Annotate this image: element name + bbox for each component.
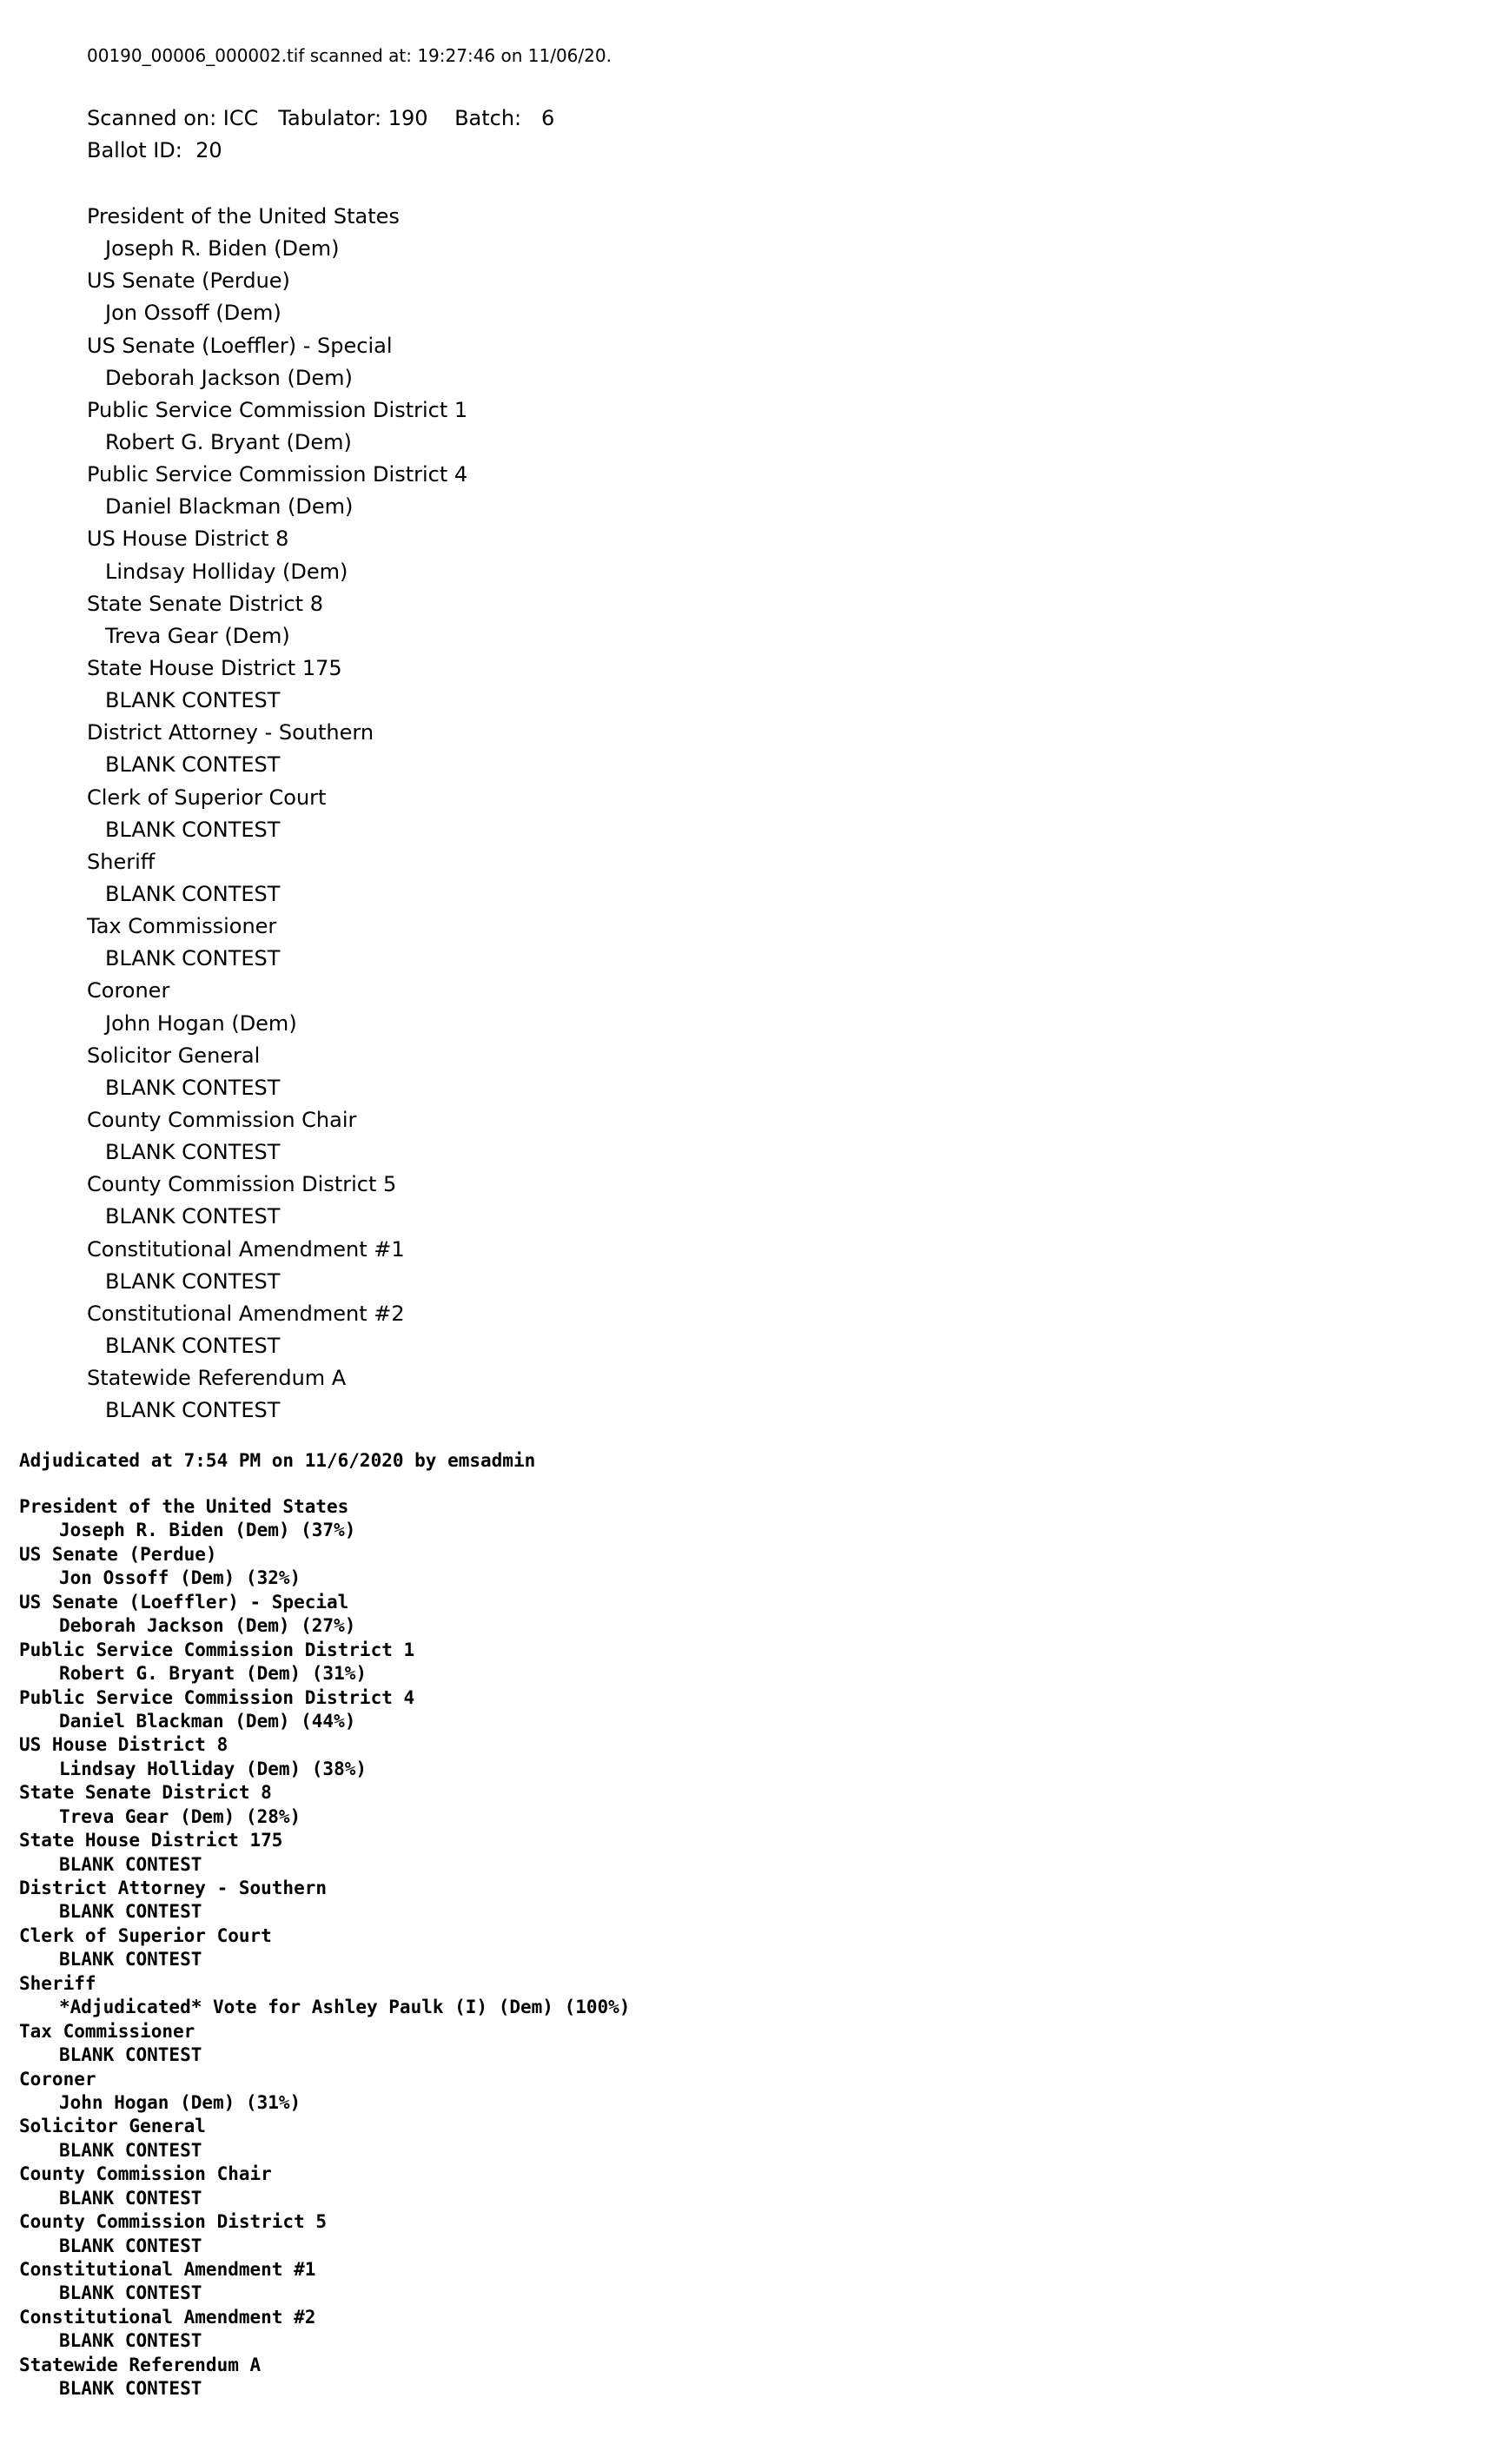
contest-name: US Senate (Loeffler) - Special: [87, 333, 393, 358]
contest-name: Clerk of Superior Court: [87, 785, 327, 810]
adjudication-section: [19, 1448, 630, 2401]
contest-name: Coroner: [19, 2068, 96, 2090]
contest-name: Sheriff: [87, 849, 156, 874]
adjudication-contest-list: [19, 1495, 630, 2401]
contest-name: Constitutional Amendment #1: [19, 2259, 316, 2280]
contest-name: State House District 175: [87, 655, 342, 680]
contest-name: State Senate District 8: [87, 591, 323, 616]
contest-choice: BLANK CONTEST: [105, 752, 281, 778]
contest-choice: BLANK CONTEST: [105, 1140, 281, 1165]
contest-choice: Robert G. Bryant (Dem): [105, 429, 352, 454]
contest-name: US House District 8: [19, 1734, 228, 1756]
contest-name: County Commission Chair: [87, 1107, 357, 1132]
contest-name: District Attorney - Southern: [19, 1878, 328, 1898]
contest-name: Statewide Referendum A: [19, 2354, 262, 2375]
contest-choice: BLANK CONTEST: [59, 2282, 202, 2304]
contest-choice: BLANK CONTEST: [105, 1204, 281, 1229]
contest-choice: BLANK CONTEST: [59, 1949, 202, 1971]
contest-choice: John Hogan (Dem) (31%): [59, 2091, 301, 2113]
contest-choice: BLANK CONTEST: [59, 2378, 202, 2400]
contest-choice: BLANK CONTEST: [105, 1333, 281, 1358]
contest-choice: Treva Gear (Dem) (28%): [59, 1805, 301, 1827]
contest-choice: BLANK CONTEST: [105, 946, 281, 971]
contest-choice: Jon Ossoff (Dem): [105, 301, 281, 326]
contest-choice: BLANK CONTEST: [59, 2330, 202, 2352]
contest-name: Sheriff: [19, 1972, 96, 1994]
contest-choice: BLANK CONTEST: [105, 1398, 281, 1423]
contest-choice: Joseph R. Biden (Dem) (37%): [59, 1520, 356, 1541]
contest-name: Statewide Referendum A: [87, 1366, 347, 1391]
contest-name: Constitutional Amendment #1: [87, 1236, 405, 1262]
scan-section: [87, 42, 612, 1427]
contest-name: US House District 8: [87, 527, 289, 552]
contest-choice: BLANK CONTEST: [105, 817, 281, 842]
contest-choice: *Adjudicated* Vote for Ashley Paulk (I) (Dem) (100%): [59, 1997, 631, 2018]
contest-choice: BLANK CONTEST: [59, 1901, 202, 1923]
contest-name: Solicitor General: [87, 1043, 261, 1068]
contest-choice: Jon Ossoff (Dem) (32%): [59, 1567, 301, 1589]
contest-name: Public Service Commission District 4: [87, 462, 468, 487]
contest-choice: BLANK CONTEST: [105, 1268, 281, 1294]
contest-name: State House District 175: [19, 1830, 283, 1851]
contest-name: Public Service Commission District 1: [19, 1639, 415, 1660]
contest-choice: Daniel Blackman (Dem) (44%): [59, 1710, 356, 1732]
ballot-id-line: Ballot ID: 20: [87, 138, 222, 162]
contest-choice: Daniel Blackman (Dem): [105, 494, 354, 520]
contest-choice: BLANK CONTEST: [59, 1853, 202, 1875]
contest-name: County Commission District 5: [87, 1172, 397, 1197]
contest-choice: Lindsay Holliday (Dem): [105, 559, 348, 584]
contest-name: Public Service Commission District 1: [87, 397, 468, 422]
contest-choice: Robert G. Bryant (Dem) (31%): [59, 1663, 368, 1685]
contest-choice: Deborah Jackson (Dem) (27%): [59, 1615, 356, 1637]
contest-choice: Treva Gear (Dem): [105, 623, 290, 648]
contest-name: US Senate (Perdue): [19, 1543, 217, 1565]
contest-name: District Attorney - Southern: [87, 720, 374, 745]
contest-name: Tax Commissioner: [19, 2020, 195, 2042]
contest-name: Solicitor General: [19, 2116, 206, 2137]
contest-name: Public Service Commission District 4: [19, 1686, 415, 1708]
contest-name: County Commission Chair: [19, 2163, 272, 2185]
scan-contest-list: [87, 201, 612, 1427]
contest-name: Constitutional Amendment #2: [87, 1301, 405, 1326]
scan-tabulator-line: Scanned on: ICC Tabulator: 190 Batch: 6: [87, 106, 555, 130]
contest-choice: BLANK CONTEST: [59, 2139, 202, 2161]
contest-choice: BLANK CONTEST: [105, 881, 281, 906]
contest-choice: BLANK CONTEST: [105, 1075, 281, 1100]
contest-name: President of the United States: [87, 204, 400, 229]
contest-name: Tax Commissioner: [87, 914, 277, 939]
scan-file-line: 00190_00006_000002.tif scanned at: 19:27:46 on 11/06/20.: [87, 45, 612, 66]
contest-choice: BLANK CONTEST: [59, 2235, 202, 2256]
contest-choice: BLANK CONTEST: [59, 2187, 202, 2209]
contest-name: Coroner: [87, 978, 170, 1003]
contest-name: County Commission District 5: [19, 2211, 328, 2233]
contest-choice: BLANK CONTEST: [105, 688, 281, 713]
contest-choice: BLANK CONTEST: [59, 2044, 202, 2066]
contest-name: President of the United States: [19, 1496, 349, 1517]
contest-name: Constitutional Amendment #2: [19, 2306, 316, 2328]
contest-name: US Senate (Perdue): [87, 268, 290, 294]
contest-name: US Senate (Loeffler) - Special: [19, 1591, 349, 1613]
contest-choice: Joseph R. Biden (Dem): [105, 236, 340, 262]
adjudication-header: Adjudicated at 7:54 PM on 11/6/2020 by emsadmin: [19, 1450, 536, 1471]
contest-choice: Deborah Jackson (Dem): [105, 365, 353, 390]
contest-choice: John Hogan (Dem): [105, 1010, 297, 1036]
contest-name: State Senate District 8: [19, 1782, 272, 1804]
contest-choice: Lindsay Holliday (Dem) (38%): [59, 1758, 368, 1779]
contest-name: Clerk of Superior Court: [19, 1924, 272, 1946]
